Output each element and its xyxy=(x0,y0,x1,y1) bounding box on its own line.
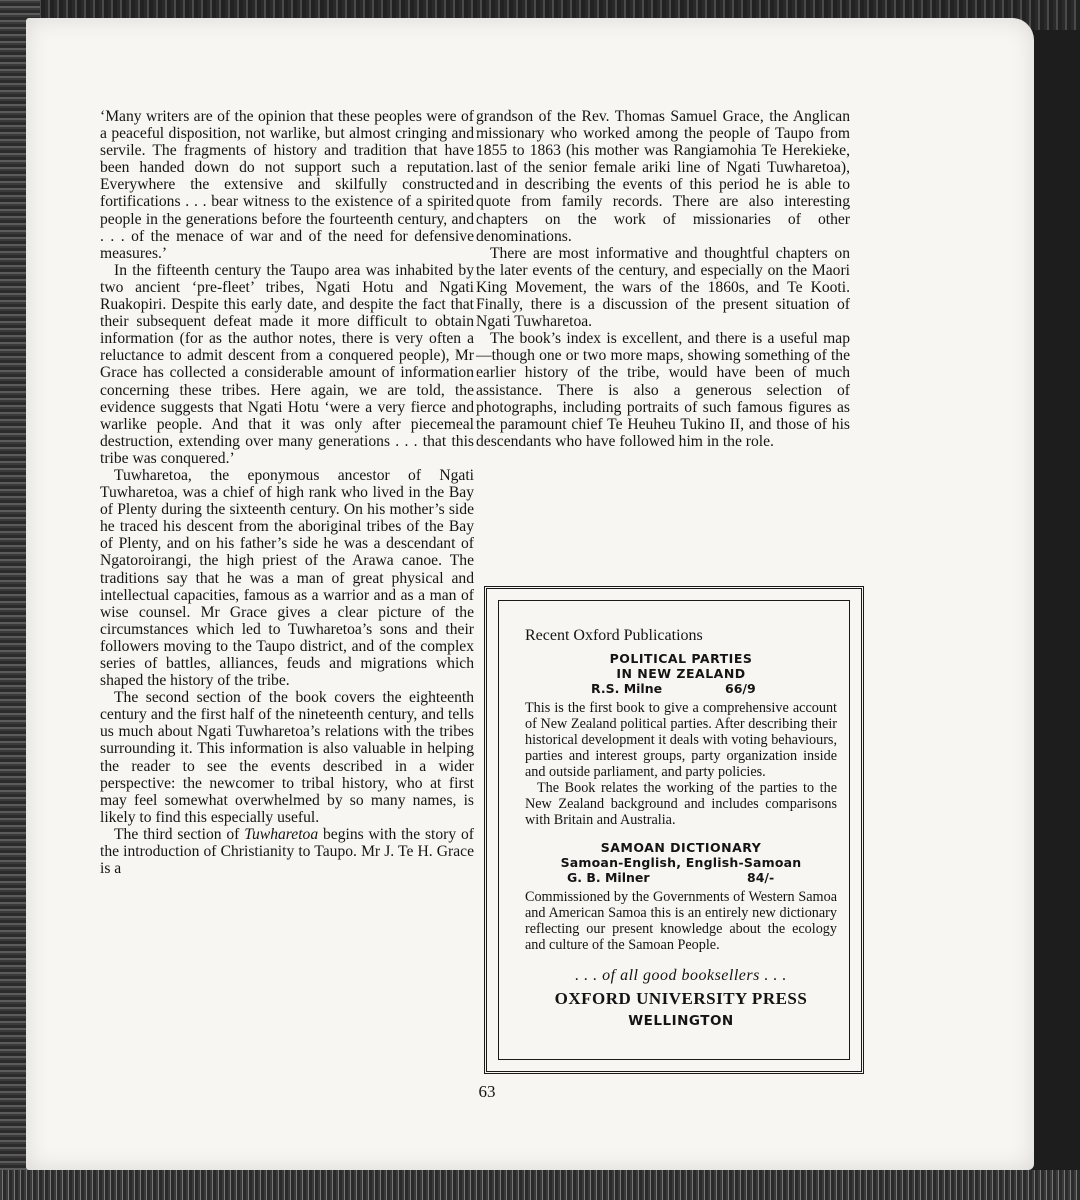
advertisement-box xyxy=(484,586,864,1074)
spacer xyxy=(525,828,837,840)
book1-title-line1: POLITICAL PARTIES xyxy=(609,651,753,666)
paragraph-second-section: The second section of the book covers the eighteenth century and the first half of the nineteenth century, and tells us much about Ngati Tuwharetoa’s relations with the tribes surrounding it. This information is also valuable in helping the reader to see the events described in a wider perspective: the newcomer to tribal history, who at first may feel somewhat overwhelmed by so many names, is likely to find this especially useful. xyxy=(100,689,474,826)
book-page xyxy=(26,18,1034,1170)
page-number: 63 xyxy=(478,1082,496,1101)
book1-price: 66/9 xyxy=(725,681,756,696)
left-column xyxy=(100,108,474,877)
paragraph-pre-fleet-tribes: In the fifteenth century the Taupo area was inhabited by two ancient ‘pre-fleet’ tribes, Ngati Hotu and Ngati Ruakopiri. Despite this early date, and despite the fact that their subsequent defeat made it more difficult to obtain information (for as the author notes, there is very often a reluctance to admit descent from a conquered people), Mr Grace has collected a considerable amount of information concerning these tribes. Here again, we are told, the evidence suggests that Ngati Hotu ‘were a very fierce and warlike people. And that it was only after piecemeal destruction, extending over many generations . . . that this tribe was conquered.’ xyxy=(100,261,474,467)
book2-title: SAMOAN DICTIONARY xyxy=(600,840,762,855)
publisher-name: OXFORD UNIVERSITY PRESS xyxy=(554,989,808,1008)
paragraph-later-events: There are most informative and thoughtful chapters on the later events of the century, and especially on the Maori King Movement, the wars of the 1860s, and Te Kooti. Finally, there is a discussion of the present situation of Ngati Tuwharetoa. xyxy=(476,244,850,331)
paragraph-grandson: grandson of the Rev. Thomas Samuel Grace, the Anglican missionary who worked among the people of Taupo from 1855 to 1863 (his mother was Rangiamohia Te Herekieke, last of the senior female ariki line of Ngati Tuwharetoa), and in describing the events of this period he is able to quote from family records. There are also interesting chapters on the work of missionaries of other denominations. xyxy=(476,108,850,245)
book1-author-price xyxy=(525,681,837,696)
book2-author-price xyxy=(525,870,837,885)
book2-subtitle: Samoan-English, English-Samoan xyxy=(560,855,802,870)
book-title-italic: Tuwharetoa xyxy=(244,825,319,843)
book1-description: This is the first book to give a comprehensive account of New Zealand political parties. After describing their historical development it deals with voting behaviours, parties and interest groups, party organization inside and outside parliament, and party policies. xyxy=(525,700,837,780)
third-section-text-end: begins with the story of the introduction of Christianity to Taupo. Mr J. Te H. Grace is a xyxy=(100,825,474,878)
paragraph-index: The book’s index is excellent, and there is a useful map—though one or two more maps, showing something of the earlier history of the tribe, would have been of much assistance. There is also a generous selection of photographs, including portraits of such famous figures as the paramount chief Te Heuheu Tukino II, and those of his descendants who have followed him in the role. xyxy=(476,330,850,450)
advertisement-inner xyxy=(498,600,850,1060)
book1-author: R.S. Milne xyxy=(591,681,663,696)
publisher-city: WELLINGTON xyxy=(628,1013,734,1029)
booksellers-line: . . . of all good booksellers . . . xyxy=(575,967,787,984)
book2-price: 84/- xyxy=(747,870,775,885)
paragraph-third-section xyxy=(100,826,474,877)
ad-heading: Recent Oxford Publications xyxy=(525,627,703,644)
right-column xyxy=(476,108,850,450)
paragraph-tuwharetoa: Tuwharetoa, the eponymous ancestor of Ngati Tuwharetoa, was a chief of high rank who lived in the Bay of Plenty during the sixteenth century. On his mother’s side he traced his descent from the aboriginal tribes of the Bay of Plenty, and on his father’s side he was a descendant of Ngatoroirangi, the high priest of the Arawa canoe. The traditions say that he was a man of great physical and intellectual capacities, famous as a warrior and as a man of wise counsel. Mr Grace gives a clear picture of the circumstances which led to Tuwharetoa’s sons and their followers moving to the Taupo district, and of the complex series of battles, alliances, feuds and migrations which shaped the history of the tribe. xyxy=(100,466,474,690)
scan-bottom-border xyxy=(0,1170,1080,1200)
book2-author: G. B. Milner xyxy=(567,870,650,885)
quote-paragraph: ‘Many writers are of the opinion that these peoples were of a peaceful disposition, not warlike, but almost cringing and servile. The fragments of history and tradition that have been handed down do not support such a reputation. Everywhere the extensive and skilfully constructed fortifications . . . bear witness to the existence of a spirited people in the generations before the fourteenth century, and . . . of the menace of war and of the need for defensive measures.’ xyxy=(100,108,474,262)
book2-description: Commissioned by the Governments of Western Samoa and American Samoa this is an entirely new dictionary reflecting our present knowledge about the ecology and culture of the Samoan People. xyxy=(525,889,837,953)
book1-title-line2: IN NEW ZEALAND xyxy=(616,666,746,681)
third-section-text-start: The third section of xyxy=(114,825,245,843)
book1-description-2: The Book relates the working of the parties to the New Zealand background and includes comparisons with Britain and Australia. xyxy=(525,780,837,828)
